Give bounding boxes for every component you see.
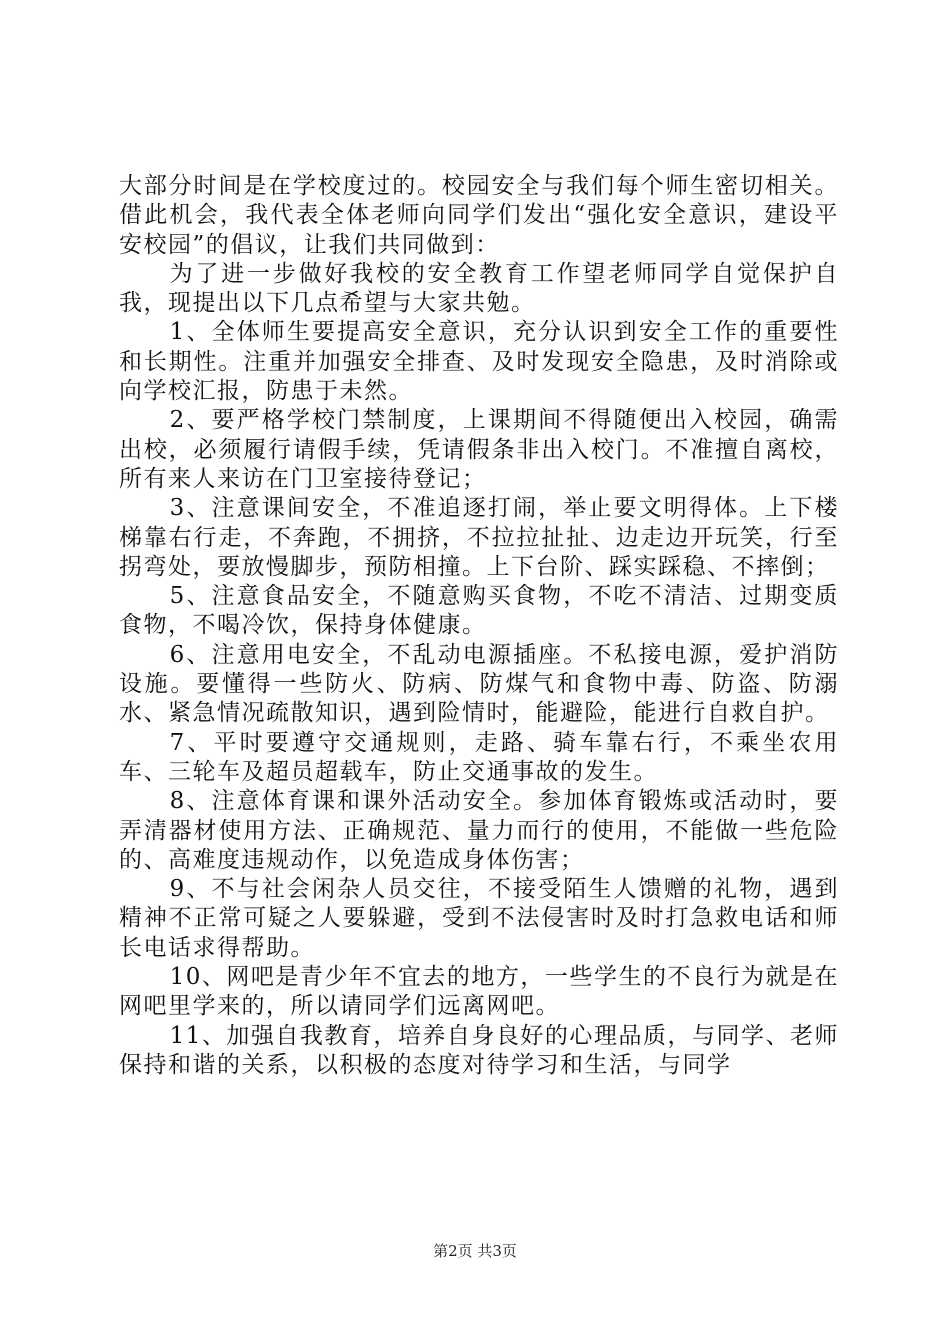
paragraph-item-5: 5、注意食品安全，不随意购买食物，不吃不清洁、过期变质食物，不喝冷饮，保持身体健康。 [119,583,839,639]
paragraph-proposal: 为了进一步做好我校的安全教育工作望老师同学自觉保护自我，现提出以下几点希望与大家共勉。 [119,260,839,317]
paragraph-item-2: 2、要严格学校门禁制度，上课期间不得随便出入校园，确需出校，必须履行请假手续，凭请假条非出入校门。不准擅自离校，所有来人来访在门卫室接待登记； [119,407,839,492]
paragraph-item-8: 8、注意体育课和课外活动安全。参加体育锻炼或活动时，要弄清器材使用方法、正确规范、量力而行的使用，不能做一些危险的、高难度违规动作，以免造成身体伤害； [119,788,839,873]
paragraph-item-9: 9、不与社会闲杂人员交往，不接受陌生人馈赠的礼物，遇到精神不正常可疑之人要躲避，受到不法侵害时及时打急救电话和师长电话求得帮助。 [119,876,839,961]
paragraph-item-10: 10、网吧是青少年不宜去的地方，一些学生的不良行为就是在网吧里学来的，所以请同学们远离网吧。 [119,964,839,1020]
page-footer: 第2页 共3页 [433,1242,517,1260]
paragraph-item-11: 11、加强自我教育，培养自身良好的心理品质，与同学、老师保持和谐的关系，以积极的态度对待学习和生活，与同学 [119,1022,839,1078]
document-body [119,172,839,1080]
paragraph-item-3: 3、注意课间安全，不准追逐打闹，举止要文明得体。上下楼梯靠右行走，不奔跑，不拥挤，不拉拉扯扯、边走边开玩笑，行至拐弯处，要放慢脚步，预防相撞。上下台阶、踩实踩稳、不摔倒； [119,495,839,580]
paragraph-item-6: 6、注意用电安全，不乱动电源插座。不私接电源，爱护消防设施。要懂得一些防火、防病、防煤气和食物中毒、防盗、防溺水、紧急情况疏散知识，遇到险情时，能避险，能进行自救自护。 [119,641,839,727]
paragraph-item-1: 1、全体师生要提高安全意识，充分认识到安全工作的重要性和长期性。注重并加强安全排查、及时发现安全隐患，及时消除或向学校汇报，防患于未然。 [119,319,839,405]
paragraph-intro: 大部分时间是在学校度过的。校园安全与我们每个师生密切相关。借此机会，我代表全体老师向同学们发出“强化安全意识，建设平安校园”的倡议，让我们共同做到： [119,173,839,258]
paragraph-item-7: 7、平时要遵守交通规则，走路、骑车靠右行，不乘坐农用车、三轮车及超员超载车，防止交通事故的发生。 [119,729,839,785]
